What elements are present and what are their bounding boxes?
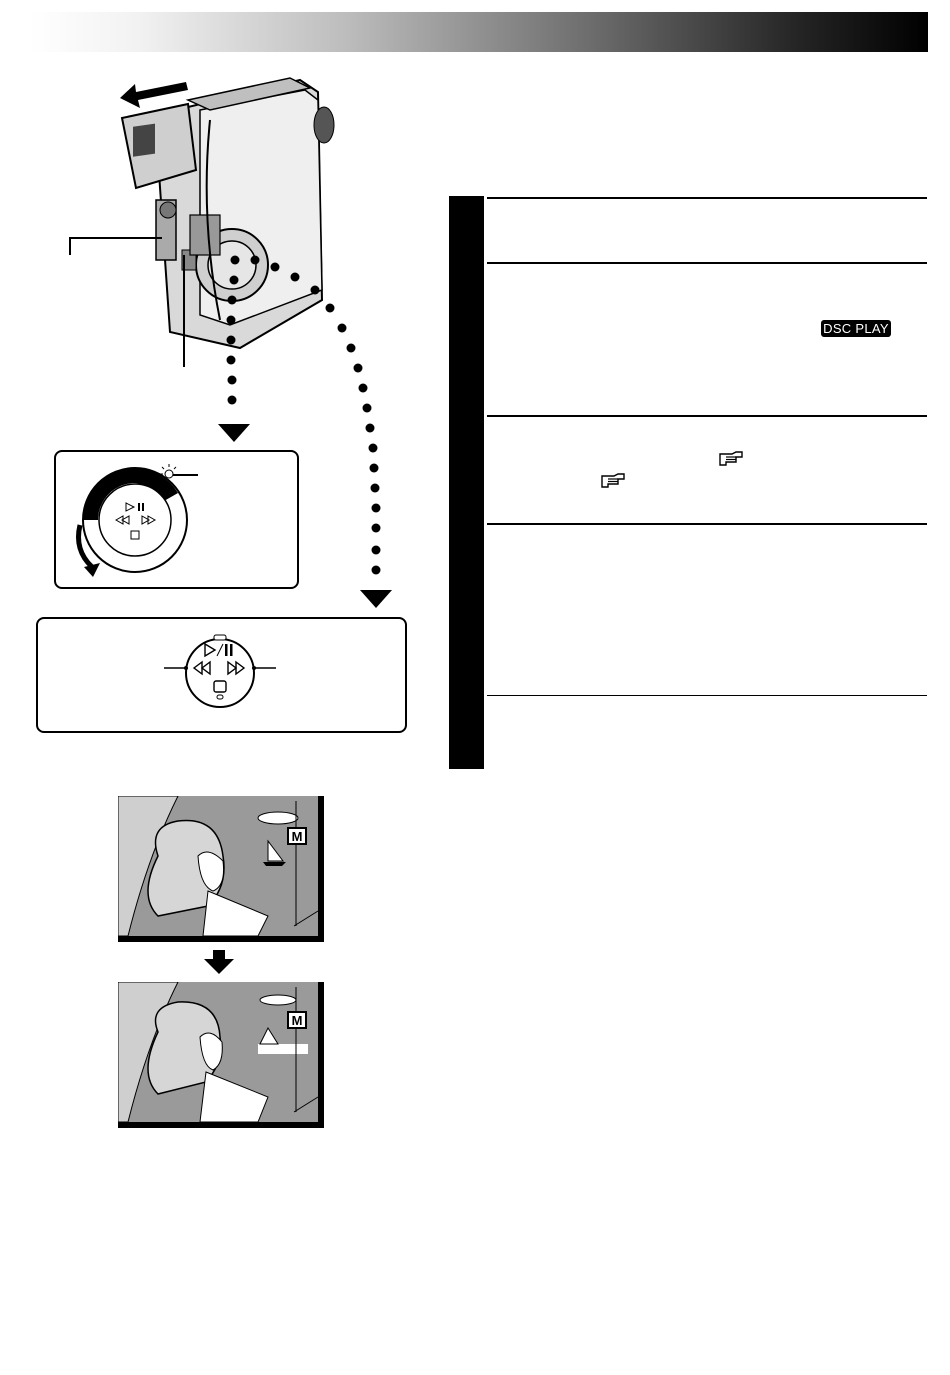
step-1-rule (487, 197, 927, 199)
dsc-play-badge: DSC PLAY (821, 320, 891, 337)
control-wheel-illustration (150, 625, 290, 725)
step-3-rule (487, 415, 927, 417)
lamp-icon (160, 464, 198, 478)
ref-icon (718, 451, 744, 467)
slide-arrow-icon (120, 82, 188, 108)
step-5-rule (487, 695, 927, 696)
steps-sidebar-bar (449, 196, 484, 769)
ref-icon (600, 473, 626, 489)
step-4-rule (487, 523, 927, 525)
header-gradient-band (30, 12, 928, 52)
svg-text:M: M (291, 829, 303, 844)
pointer-arrow-icon (218, 424, 250, 442)
pointer-arrow-icon (360, 590, 392, 608)
step-2-rule (487, 262, 927, 264)
svg-text:M: M (291, 1013, 303, 1028)
power-dial-illustration (60, 455, 290, 580)
down-arrow-icon (204, 950, 234, 974)
still-image-before (118, 796, 324, 942)
still-image-after (118, 982, 324, 1128)
